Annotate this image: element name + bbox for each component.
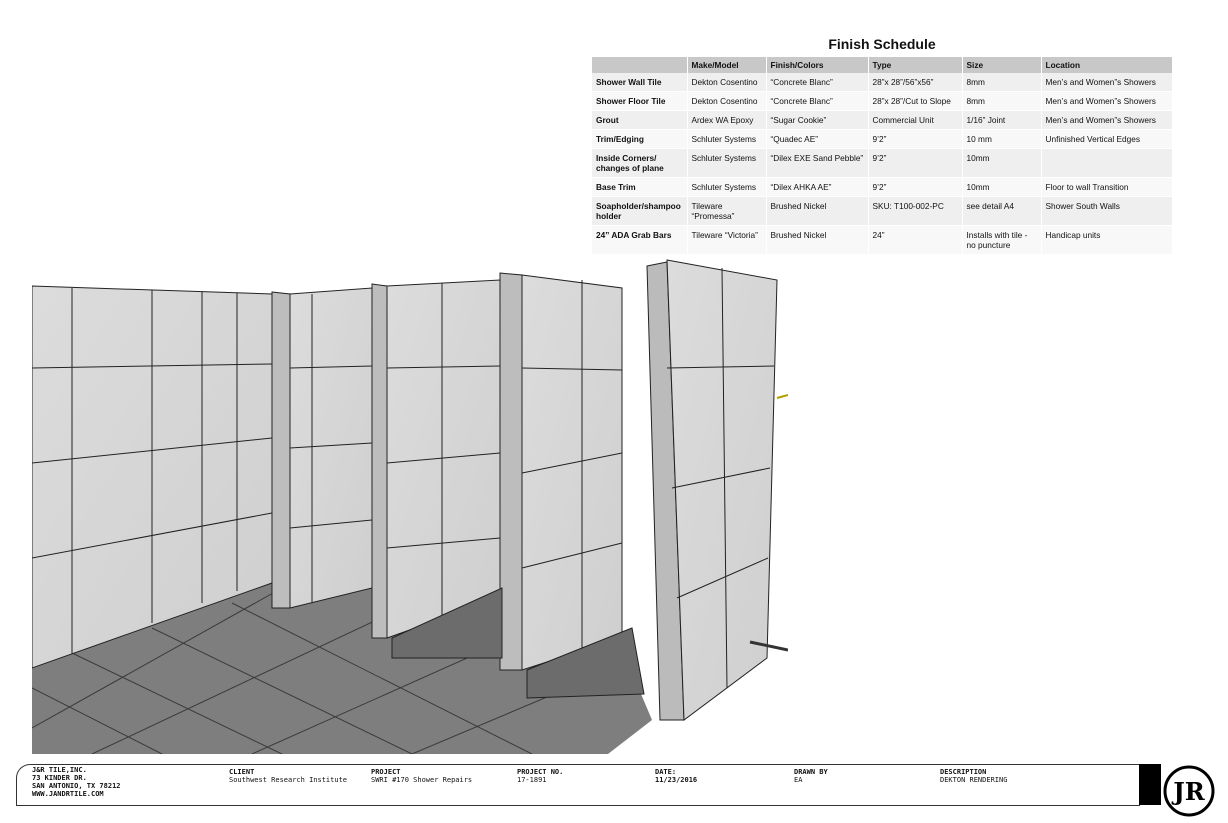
table-header-row <box>592 57 1172 73</box>
column-header: Location <box>1041 57 1172 73</box>
table-row <box>592 226 1172 255</box>
drawn-by-label: DRAWN BY <box>794 768 828 776</box>
cell-make: Tileware “Promessa” <box>687 197 766 226</box>
finish-schedule-table <box>592 57 1173 255</box>
project-cell <box>371 768 472 784</box>
client-value: Southwest Research Institute <box>229 776 348 784</box>
jr-logo <box>1162 764 1216 818</box>
table-row <box>592 197 1172 226</box>
date-label: DATE: <box>655 768 677 776</box>
cell-make: Dekton Cosentino <box>687 73 766 92</box>
cell-location: Men’s and Women”s Showers <box>1041 73 1172 92</box>
cell-location: Men’s and Women”s Showers <box>1041 111 1172 130</box>
column-header: Finish/Colors <box>766 57 868 73</box>
cell-item: Grout <box>592 111 687 130</box>
cell-make: Dekton Cosentino <box>687 92 766 111</box>
cell-size: 10 mm <box>962 130 1041 149</box>
cell-location: Floor to wall Transition <box>1041 178 1172 197</box>
column-header: Type <box>868 57 962 73</box>
date-value: 11/23/2016 <box>655 776 698 784</box>
description-label: DESCRIPTION <box>940 768 987 776</box>
client-label: CLIENT <box>229 768 255 776</box>
drawn-by-cell <box>794 768 828 784</box>
description-value: DEKTON RENDERING <box>940 776 1008 784</box>
cell-item: Inside Corners/ changes of plane <box>592 149 687 178</box>
project-value: SWRI #170 Shower Repairs <box>371 776 473 784</box>
table-row <box>592 130 1172 149</box>
column-header <box>592 57 687 73</box>
cell-type: 24” <box>868 226 962 255</box>
cell-item: Shower Floor Tile <box>592 92 687 111</box>
cell-finish: Brushed Nickel <box>766 226 868 255</box>
finish-schedule-title: Finish Schedule <box>828 36 936 52</box>
table-row <box>592 111 1172 130</box>
cell-item: Soapholder/shampoo holder <box>592 197 687 226</box>
cell-type: 9’2” <box>868 178 962 197</box>
cell-size: 8mm <box>962 73 1041 92</box>
cell-item: Base Trim <box>592 178 687 197</box>
project-label: PROJECT <box>371 768 401 776</box>
drawn-by-value: EA <box>794 776 803 784</box>
cell-finish: “Dilex AHKA AE” <box>766 178 868 197</box>
cell-type: 9’2” <box>868 130 962 149</box>
title-block-bar <box>1139 764 1161 805</box>
cell-type: SKU: T100-002-PC <box>868 197 962 226</box>
cell-item: Trim/Edging <box>592 130 687 149</box>
cell-location: Men’s and Women”s Showers <box>1041 92 1172 111</box>
cell-location: Unfinished Vertical Edges <box>1041 130 1172 149</box>
company-line: J&R TILE,INC. <box>32 766 87 774</box>
company-line: WWW.JANDRTILE.COM <box>32 790 104 798</box>
project-no-value: 17-1891 <box>517 776 547 784</box>
cell-make: Schluter Systems <box>687 130 766 149</box>
company-line: 73 KINDER DR. <box>32 774 87 782</box>
column-header: Make/Model <box>687 57 766 73</box>
cell-finish: Brushed Nickel <box>766 197 868 226</box>
company-line: SAN ANTONIO, TX 78212 <box>32 782 121 790</box>
table-row <box>592 73 1172 92</box>
cell-finish: “Quadec AE” <box>766 130 868 149</box>
cell-size: 10mm <box>962 149 1041 178</box>
column-header: Size <box>962 57 1041 73</box>
cell-size: 8mm <box>962 92 1041 111</box>
cell-finish: “Dilex EXE Sand Pebble” <box>766 149 868 178</box>
cell-type: 28”x 28”/Cut to Slope <box>868 92 962 111</box>
cell-type: 9’2” <box>868 149 962 178</box>
shower-rendering <box>32 258 788 754</box>
cell-make: Schluter Systems <box>687 178 766 197</box>
cell-finish: “Sugar Cookie” <box>766 111 868 130</box>
table-row <box>592 149 1172 178</box>
cell-type: Commercial Unit <box>868 111 962 130</box>
project-no-label: PROJECT NO. <box>517 768 564 776</box>
cell-make: Ardex WA Epoxy <box>687 111 766 130</box>
description-cell <box>940 768 1007 784</box>
project-no-cell <box>517 768 563 784</box>
cell-location: Handicap units <box>1041 226 1172 255</box>
table-row <box>592 178 1172 197</box>
rendering-image <box>32 258 788 754</box>
cell-make: Tileware “Victoria” <box>687 226 766 255</box>
cell-size: 10mm <box>962 178 1041 197</box>
cell-finish: “Concrete Blanc” <box>766 92 868 111</box>
cell-make: Schluter Systems <box>687 149 766 178</box>
cell-size: 1/16” Joint <box>962 111 1041 130</box>
table-row <box>592 92 1172 111</box>
date-cell <box>655 768 697 784</box>
client-cell <box>229 768 347 784</box>
cell-location: Shower South Walls <box>1041 197 1172 226</box>
cell-size: see detail A4 <box>962 197 1041 226</box>
company-info <box>32 766 121 798</box>
logo-text: JR <box>1173 777 1205 806</box>
cell-item: Shower Wall Tile <box>592 73 687 92</box>
cell-size: Installs with tile - no puncture <box>962 226 1041 255</box>
cell-type: 28”x 28”/56”x56” <box>868 73 962 92</box>
cell-item: 24” ADA Grab Bars <box>592 226 687 255</box>
cell-location <box>1041 149 1172 178</box>
cell-finish: “Concrete Blanc” <box>766 73 868 92</box>
